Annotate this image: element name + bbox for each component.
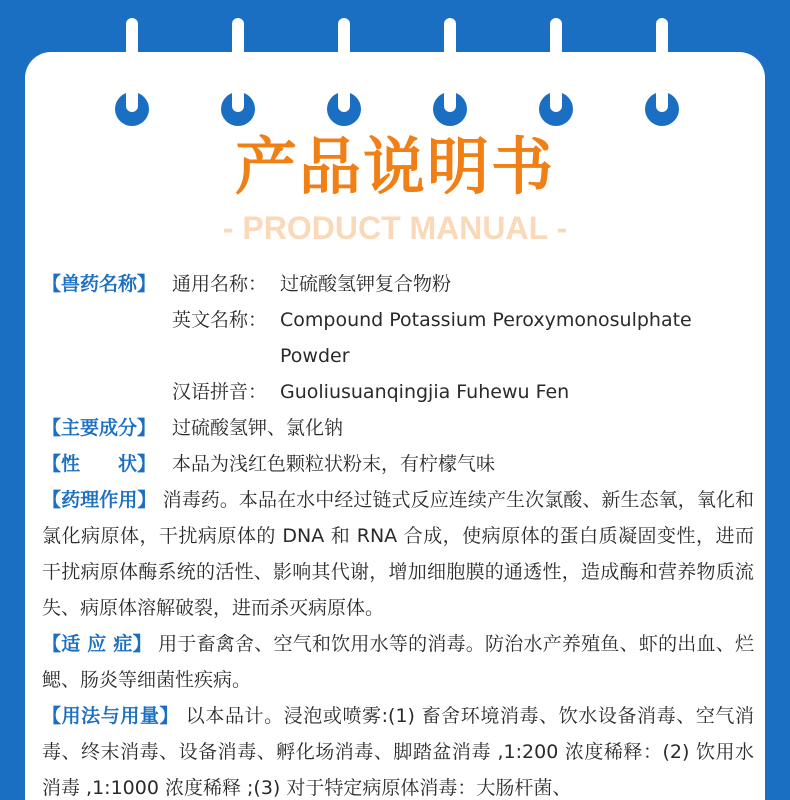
section-pharmacology (42, 482, 754, 626)
appearance-text: 本品为浅红色颗粒状粉末，有柠檬气味 (172, 453, 496, 475)
ingredients-text: 过硫酸氢钾、氯化钠 (172, 417, 344, 439)
section-label: 【用法与用量】 (42, 705, 180, 727)
binder-ring (444, 18, 456, 104)
binder-ring (338, 18, 350, 104)
section-label: 【药理作用】 (42, 489, 157, 511)
binder-ring (656, 18, 668, 104)
indications-text: 用于畜禽舍、空气和饮用水等的消毒。防治水产养殖鱼、虾的出血、烂鳃、肠炎等细菌性疾病。 (42, 633, 754, 691)
page-subtitle: - PRODUCT MANUAL - (222, 210, 568, 246)
pinyin-value: Guoliusuanqingjia Fuhewu Fen (280, 381, 570, 403)
english-name-value: Compound Potassium Peroxymonosulphate Powder (280, 309, 692, 367)
section-dosage (42, 698, 754, 800)
section-label: 【性 状】 (42, 453, 157, 475)
generic-name-value: 过硫酸氢钾复合物粉 (280, 273, 452, 295)
section-indications (42, 626, 754, 698)
binder-ring (232, 18, 244, 104)
pinyin-key: 汉语拼音： (172, 381, 268, 403)
section-label: 【主要成分】 (42, 417, 157, 439)
generic-name-key: 通用名称： (172, 273, 268, 295)
binder-ring (126, 18, 138, 104)
section-appearance (42, 446, 754, 482)
page-title: 产品说明书 (234, 130, 555, 203)
dosage-text: 以本品计。浸泡或喷雾:(1) 畜舍环境消毒、饮水设备消毒、空气消毒、终末消毒、设备消毒、孵化场消毒、脚踏盆消毒 ,1:200 浓度稀释：(2) 饮用水消毒 ,1:1000 浓度稀释 ;(3) 对于特定病原体消毒：大肠杆菌、 (42, 705, 754, 799)
pharmacology-text: 消毒药。本品在水中经过链式反应连续产生次氯酸、新生态氧，氧化和氯化病原体，干扰病原体的 DNA 和 RNA 合成，使病原体的蛋白质凝固变性，进而干扰病原体酶系统的活性、影响其代谢，增加细胞膜的通透性，造成酶和营养物质流失、病原体溶解破裂，进而杀灭病原体。 (42, 489, 754, 619)
section-vet-drug-name (42, 266, 754, 410)
binder-ring (550, 18, 562, 104)
manual-content (42, 266, 754, 800)
section-ingredients (42, 410, 754, 446)
english-name-key: 英文名称： (172, 309, 268, 331)
section-label: 【适 应 症】 (42, 633, 152, 655)
section-label: 【兽药名称】 (42, 273, 157, 295)
